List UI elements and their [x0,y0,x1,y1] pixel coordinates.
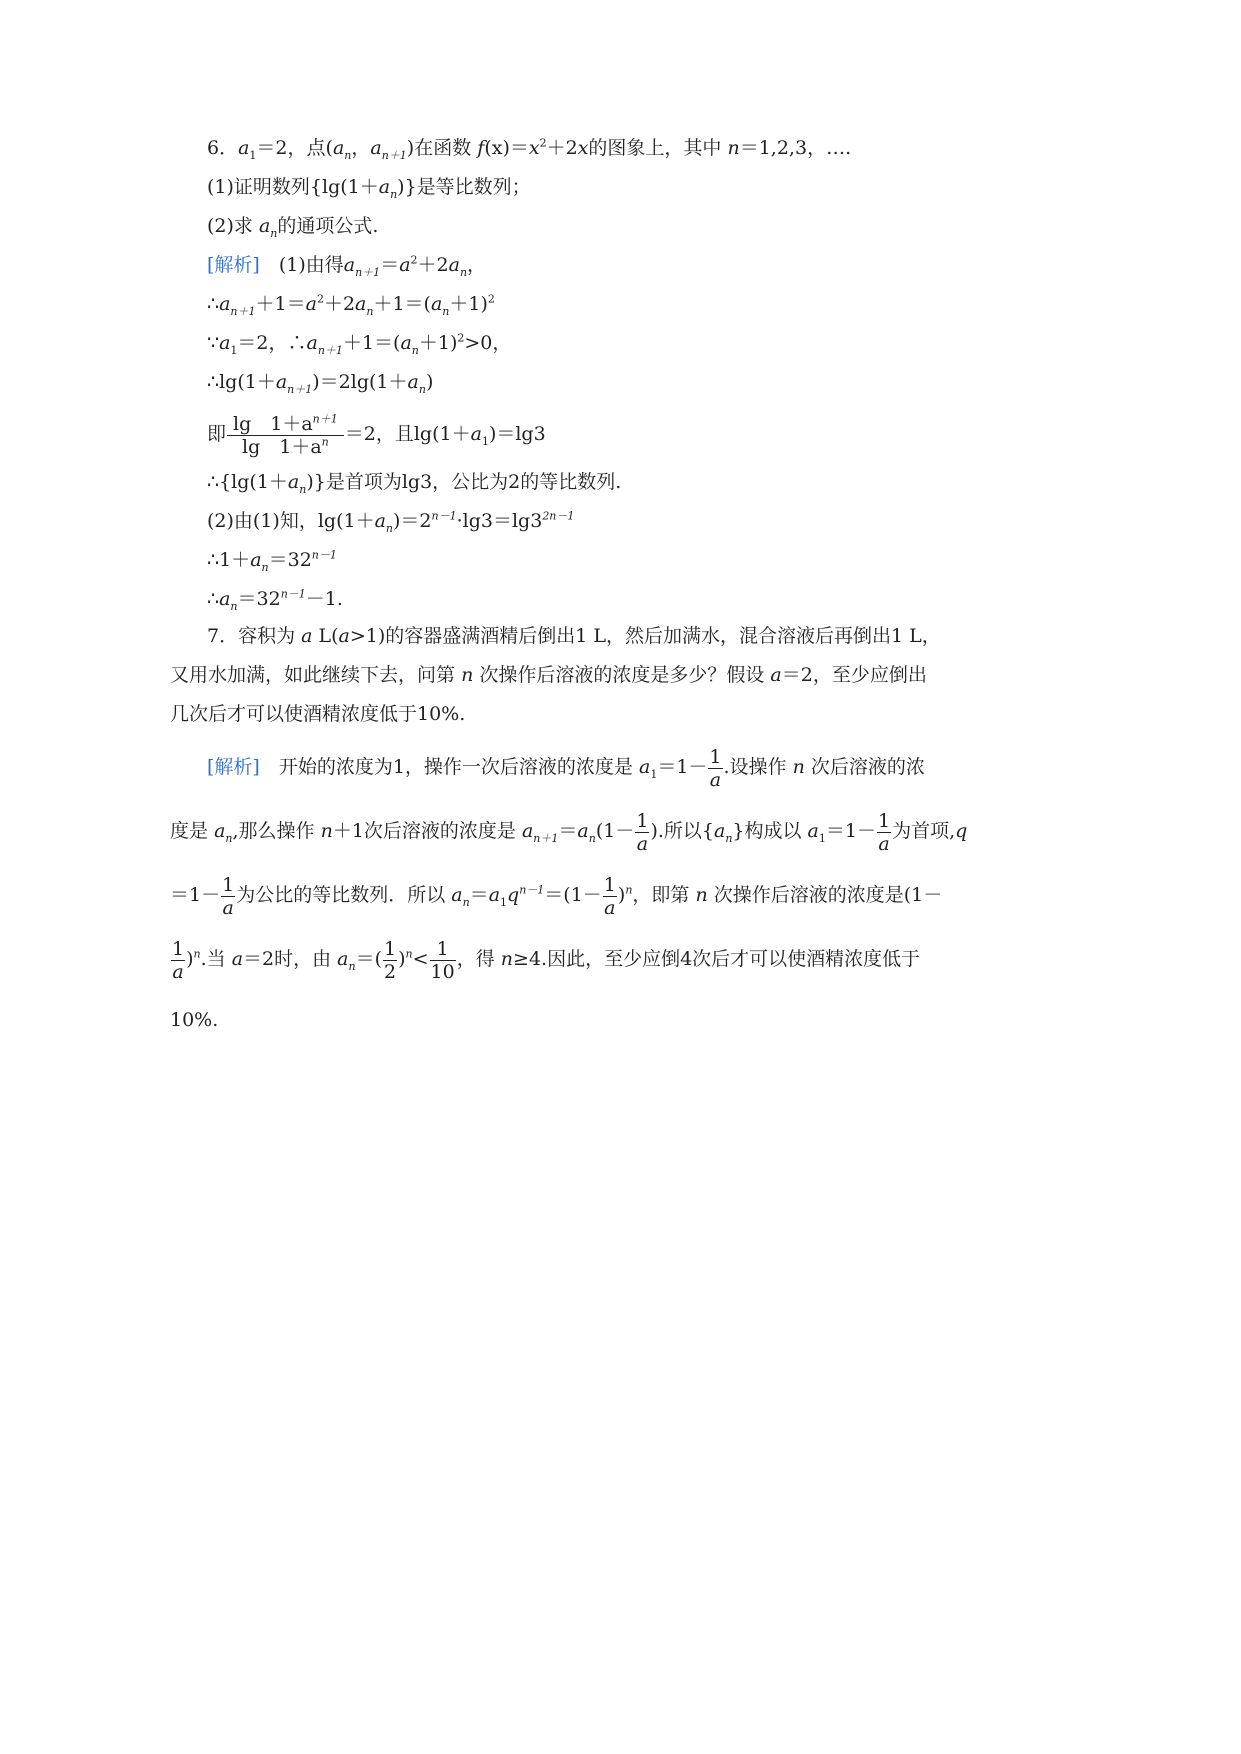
sol6-line4: $\therefore\lg(1+a_{n+1})=2\lg(1+a_n)$ [207,371,434,396]
sol6-line9: $\therefore a_n=32^{n-1}-1$. [207,587,343,613]
fraction-1-over-a: $\frac{1}{a}$ [877,809,891,855]
fraction-1-over-a: $\frac{1}{a}$ [172,937,185,983]
sol6-line3: $\because a_1=2$，$\therefore a_{n+1}+1=(a_n+1)^2>0$， [207,331,512,357]
fraction-1-over-a: $\frac{1}{a}$ [709,745,722,791]
fraction-1-over-2: $\frac{1}{2}$ [384,937,397,983]
sol7-line4: $\frac{1}{a}$ )$^n$.当 a＝2时，由 $a_n=$( $\frac{1}{2}$ )$^n$< $\frac{1}{10}$ ，得 n≥4.因此，至少应倒4次后才可以使酒精浓度低于 [172,937,921,983]
sol6-line2: $\therefore a_{n+1}+1=a^2+2a_n+1=(a_n+1)^2$ [207,292,495,318]
q7-line3: 几次后才可以使酒精浓度低于10%. [170,703,466,725]
sol7-line5: 10%. [170,1009,219,1031]
q6-part2: (2)求 $a_n$的通项公式. [207,215,379,240]
sol7-line1: [解析] 开始的浓度为1，操作一次后溶液的浓度是 $a_1=1-$ $\frac{1}{a}$ .设操作 n 次后溶液的浓 [207,745,925,791]
fraction-1-over-a: $\frac{1}{a}$ [603,873,616,919]
q6-statement: 6．$a_1=2$，点($a_n$，$a_{n+1}$)在函数 $f(x)=x^2+2x$的图象上，其中 n＝1,2,3，…. [207,136,852,162]
sol7-line2: 度是 $a_n$,那么操作 n＋1次后溶液的浓度是 $a_{n+1}=a_n(1-$ $\frac{1}{a}$ ).所以$\{a_n\}$构成以 $a_1=1-$ $\frac{1}{a}$ 为首项,q [170,809,968,855]
lg-ratio-fraction: $\frac{\lg 1+a^{n+1}}{\lg 1+a^n}$ [227,413,344,458]
sol7-line3: ＝1－ $\frac{1}{a}$ 为公比的等比数列．所以 $a_n=a_1q^{n-1}=(1-$ $\frac{1}{a}$ )$^n$，即第 n 次操作后溶液的浓度是(1－ [170,873,943,919]
analysis-tag: [解析] [207,254,260,276]
q7-line2: 又用水加满，如此继续下去，问第 n 次操作后溶液的浓度是多少？假设 a＝2，至少应倒出 [170,664,927,686]
sol6-line7: (2)由(1)知，$\lg(1+a_n)=2^{n-1}\cdot\lg 3=\lg 3^{2n-1}$ [207,509,575,535]
sol6-line6: $\therefore\{\lg(1+a_n)\}$是首项为lg3，公比为2的等比数列. [207,471,622,496]
fraction-1-over-a: $\frac{1}{a}$ [222,873,235,919]
analysis-tag: [解析] [207,756,260,778]
q6-part1: (1)证明数列$\{\lg(1+a_n)\}$是等比数列； [207,176,531,201]
fraction-1-over-a: $\frac{1}{a}$ [636,809,649,855]
q7-line1: 7．容积为 a L(a>1)的容器盛满酒精后倒出1 L，然后加满水，混合溶液后再倒出1 L， [207,625,941,647]
sol6-line8: $\therefore 1+a_n=32^{n-1}$ [207,548,337,574]
fraction-1-over-10: $\frac{1}{10}$ [430,937,455,983]
sol6-line1: [解析] (1)由得$a_{n+1}=a^2+2a_n$， [207,253,487,279]
sol6-line5: 即 $\frac{\lg 1+a^{n+1}}{\lg 1+a^n}$ ＝2，且$\lg(1+a_1)=\lg 3$ [207,412,546,458]
